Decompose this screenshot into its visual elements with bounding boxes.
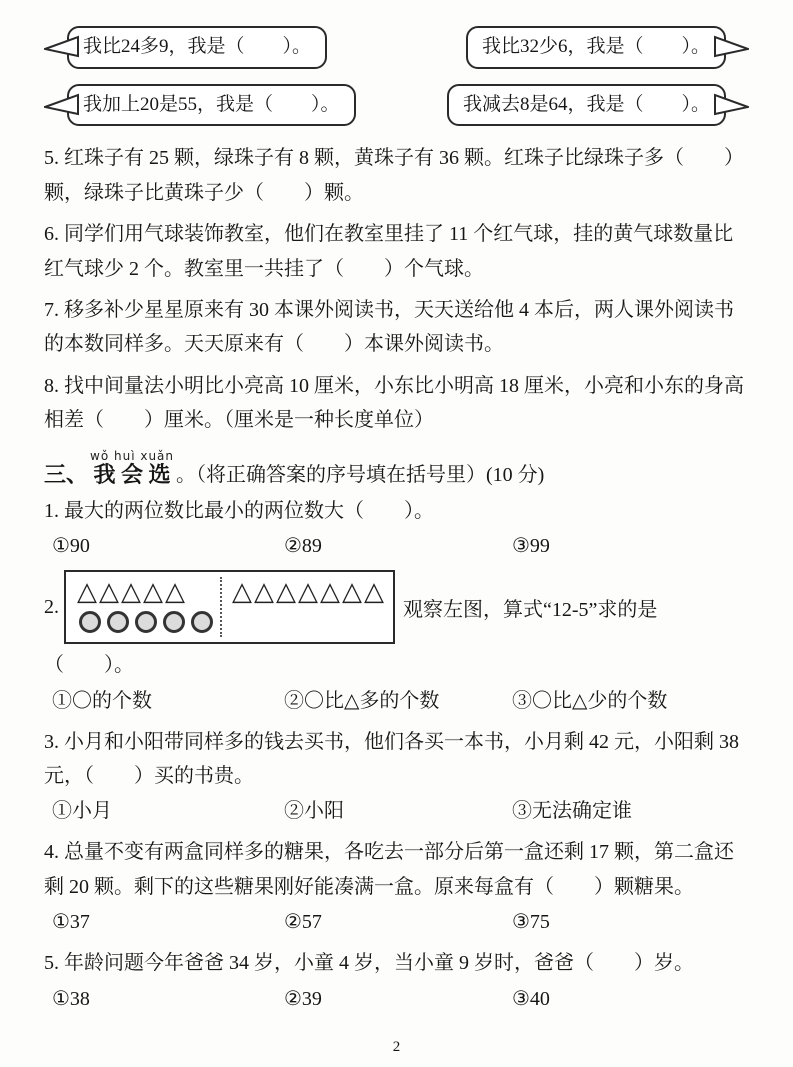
left-triangles-row — [76, 577, 216, 607]
option-2: ②39 — [284, 987, 322, 1010]
option-3: ③〇比△少的个数 — [512, 689, 668, 712]
question-text: 年龄问题今年爸爸 34 岁，小童 4 岁，当小童 9 岁时，爸爸（ ）岁。 — [64, 952, 694, 975]
fill-question-7 — [44, 293, 749, 362]
triangle-shape: △ — [364, 576, 384, 607]
question-number: 5. — [44, 147, 59, 170]
triangle-circle-diagram — [64, 570, 395, 644]
speech-bubble-wrap — [447, 84, 749, 127]
question-text: 总量不变有两盒同样多的糖果，各吃去一部分后第一盒还剩 17 颗，第二盒还剩 20 颗。剩下的这些糖果刚好能凑满一盒。原来每盒有（ ）颗糖果。 — [44, 841, 734, 898]
section-instructions: 。（将正确答案的序号填在括号里）(10 分) — [176, 463, 545, 486]
question-text: 最大的两位数比最小的两位数大（ ）。 — [64, 499, 434, 522]
question-text: 移多补少星星原来有 30 本课外阅读书，天天送给他 4 本后，两人课外阅读书的本数同样多。天天原来有（ ）本课外阅读书。 — [44, 298, 734, 356]
choice-question-2 — [44, 570, 749, 644]
circles-row — [76, 607, 216, 637]
fill-question-5 — [44, 141, 749, 210]
bubble-row-1 — [44, 26, 749, 69]
dotted-divider — [220, 577, 222, 637]
triangle-shape: △ — [143, 576, 163, 607]
circle-shape — [135, 611, 157, 633]
choice-options-1 — [44, 530, 749, 562]
option-1: ①〇的个数 — [52, 689, 152, 712]
question-text: 观察左图，算式“12-5”求的是 — [403, 598, 658, 621]
choice-question-3 — [44, 725, 749, 794]
circle-shape — [163, 611, 185, 633]
option-3: ③40 — [512, 987, 550, 1010]
speech-bubble: 我比32少6，我是（ ）。 — [466, 26, 726, 69]
choice-question-1 — [44, 494, 749, 528]
section-prefix: 三、 — [44, 461, 89, 487]
speech-bubble: 我加上20是55，我是（ ）。 — [67, 84, 356, 127]
speech-bubble-wrap — [44, 26, 327, 69]
bubble-tail-right-icon — [713, 93, 749, 117]
triangle-shape: △ — [232, 576, 252, 607]
section-title: 我 会 选 — [93, 461, 171, 487]
question-number: 5. — [44, 952, 59, 975]
question-number: 3. — [44, 730, 59, 753]
question-text: 找中间量法小明比小亮高 10 厘米，小东比小明高 18 厘米，小亮和小东的身高相差（ ）厘米。（厘米是一种长度单位） — [44, 374, 744, 432]
triangle-shape: △ — [320, 576, 340, 607]
bubble-tail-left-icon — [44, 35, 80, 59]
question-number: 7. — [44, 298, 59, 321]
diagram-right-group — [231, 577, 385, 637]
option-2: ②57 — [284, 911, 322, 934]
triangle-shape: △ — [342, 576, 362, 607]
option-1: ①37 — [52, 911, 90, 934]
option-3: ③99 — [512, 535, 550, 558]
bubble-tail-right-icon — [713, 35, 749, 59]
option-1: ①38 — [52, 987, 90, 1010]
question-number: 1. — [44, 499, 59, 522]
triangle-shape: △ — [77, 576, 97, 607]
choice-question-4 — [44, 835, 749, 904]
triangle-shape: △ — [254, 576, 274, 607]
speech-bubble-wrap — [466, 26, 749, 69]
triangle-shape: △ — [121, 576, 141, 607]
empty-row — [231, 607, 385, 637]
circle-shape — [79, 611, 101, 633]
fill-question-8 — [44, 369, 749, 438]
section-heading — [44, 450, 749, 487]
speech-bubble: 我减去8是64，我是（ ）。 — [447, 84, 726, 127]
question-text: 红珠子有 25 颗，绿珠子有 8 颗，黄珠子有 36 颗。红珠子比绿珠子多（ ）颗，绿珠子比黄珠子少（ ）颗。 — [44, 147, 744, 204]
choice-options-4 — [44, 906, 749, 938]
triangle-shape: △ — [165, 576, 185, 607]
triangle-shape: △ — [99, 576, 119, 607]
option-3: ③75 — [512, 911, 550, 934]
question-text: 小月和小阳带同样多的钱去买书，他们各买一本书，小月剩 42 元，小阳剩 38 元，（ ）买的书贵。 — [44, 730, 739, 788]
fill-question-6 — [44, 217, 749, 286]
right-triangles-row — [231, 577, 385, 607]
pinyin-annotation: wǒ huì xuǎn — [90, 448, 175, 463]
question-number: 2. — [44, 595, 59, 618]
circle-shape — [107, 611, 129, 633]
option-1: ①90 — [52, 535, 90, 558]
bubble-tail-left-icon — [44, 93, 80, 117]
question-text-continued: （ ）。 — [44, 654, 134, 677]
option-1: ①小月 — [52, 800, 112, 823]
choice-options-2 — [44, 685, 749, 717]
circle-shape — [191, 611, 213, 633]
page-number: 2 — [392, 1038, 401, 1055]
question-number: 4. — [44, 841, 59, 864]
section-title-with-pinyin — [90, 450, 174, 487]
question-text: 同学们用气球装饰教室，他们在教室里挂了 11 个红气球，挂的黄气球数量比红气球少 2 个。教室里一共挂了（ ）个气球。 — [44, 223, 734, 280]
choice-question-5 — [44, 946, 749, 980]
bubble-row-2 — [44, 84, 749, 127]
speech-bubble: 我比24多9，我是（ ）。 — [67, 26, 327, 69]
option-2: ②小阳 — [284, 800, 344, 823]
option-3: ③无法确定谁 — [512, 800, 632, 823]
speech-bubble-wrap — [44, 84, 356, 127]
option-2: ②〇比△多的个数 — [284, 689, 440, 712]
question-number: 6. — [44, 223, 59, 246]
choice-options-5 — [44, 983, 749, 1015]
question-number: 8. — [44, 374, 59, 397]
triangle-shape: △ — [276, 576, 296, 607]
triangle-shape: △ — [298, 576, 318, 607]
choice-options-3 — [44, 795, 749, 827]
diagram-left-group — [76, 577, 216, 637]
option-2: ②89 — [284, 535, 322, 558]
